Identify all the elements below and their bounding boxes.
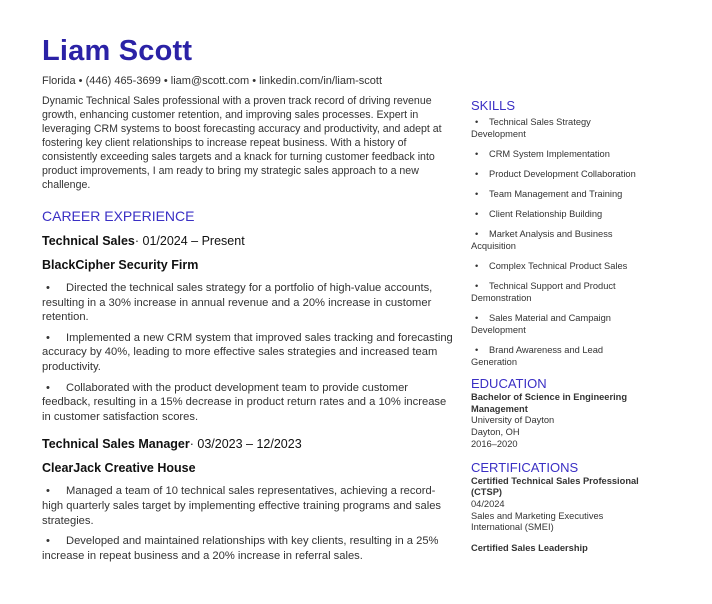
skill-item: • Market Analysis and Business Acquisition [471, 228, 641, 252]
contact-info: Florida • (446) 465-3699 • liam@scott.com • linkedin.com/in/liam-scott [42, 75, 383, 87]
summary: Dynamic Technical Sales professional with a proven track record of driving revenue growth, enhancing customer retention, and improving sales processes. Expert in leveraging CRM systems to boost forecasting accuracy and productivity, and adept at fostering key client relationships to increase repeat business. With a history of consistently exceeding sales targets and a knack for turning customer feedback into product improvements, I am ready to bring my strategic sales approach to a new challenge. [42, 95, 442, 191]
company-name: BlackCipher Security Firm [42, 258, 199, 272]
job-entry [42, 233, 454, 424]
skill-item: • CRM System Implementation [471, 148, 641, 160]
certification-name: Certified Sales Leadership [471, 543, 588, 554]
job-bullet: • Developed and maintained relationships with key clients, resulting in a 25% increase in repeat business and a 20% increase in referral sales. [42, 534, 454, 563]
education-dates: 2016–2020 [471, 438, 518, 449]
skill-item: • Technical Support and Product Demonstration [471, 280, 641, 304]
company-name: ClearJack Creative House [42, 461, 196, 476]
job-dates: · 01/2024 – Present [134, 234, 245, 248]
job-bullet: • Managed a team of 10 technical sales representatives, achieving a record-high quarterly sales target by implementing effective training programs and sales strategies. [42, 484, 454, 528]
school: University of Dayton [471, 415, 555, 426]
job-bullet: • Collaborated with the product development team to provide customer feedback, resulting in a 15% decrease in product return rates and a 10% increase in customer satisfaction scores. [42, 381, 454, 425]
job-entry [42, 436, 454, 563]
skill-item: • Complex Technical Product Sales [471, 260, 641, 272]
skills-heading: SKILLS [471, 98, 516, 113]
candidate-name: Liam Scott [42, 35, 193, 67]
skill-item: • Product Development Collaboration [471, 168, 641, 180]
education-heading: EDUCATION [471, 376, 547, 391]
job-title: Technical Sales Manager [42, 437, 190, 452]
skill-item: • Team Management and Training [471, 188, 641, 200]
experience-heading: CAREER EXPERIENCE [42, 208, 195, 224]
main-column [42, 34, 454, 569]
skill-item: • Client Relationship Building [471, 208, 641, 220]
job-dates: · 03/2023 – 12/2023 [189, 437, 302, 452]
side-column [471, 98, 641, 555]
certification-issuer: Sales and Marketing Executives International (SMEI) [471, 510, 604, 533]
school-location: Dayton, OH [471, 427, 520, 438]
certification-name: Certified Technical Sales Professional (CTSP) [471, 475, 639, 498]
skill-item: • Brand Awareness and Lead Generation [471, 344, 641, 368]
degree: Bachelor of Science in Engineering Management [471, 392, 628, 414]
skill-item: • Technical Sales Strategy Development [471, 116, 641, 140]
job-bullet: • Directed the technical sales strategy for a portfolio of high-value accounts, resulting in a 30% increase in annual revenue and a 20% increase in customer retention. [42, 281, 454, 325]
certification-date: 04/2024 [471, 498, 505, 509]
job-title: Technical Sales [42, 234, 135, 248]
job-bullet: • Implemented a new CRM system that improved sales tracking and forecasting accuracy by 40%, leading to more effective sales strategies and increased team productivity. [42, 331, 454, 375]
skill-item: • Sales Material and Campaign Development [471, 312, 641, 336]
certifications-heading: CERTIFICATIONS [471, 459, 579, 475]
